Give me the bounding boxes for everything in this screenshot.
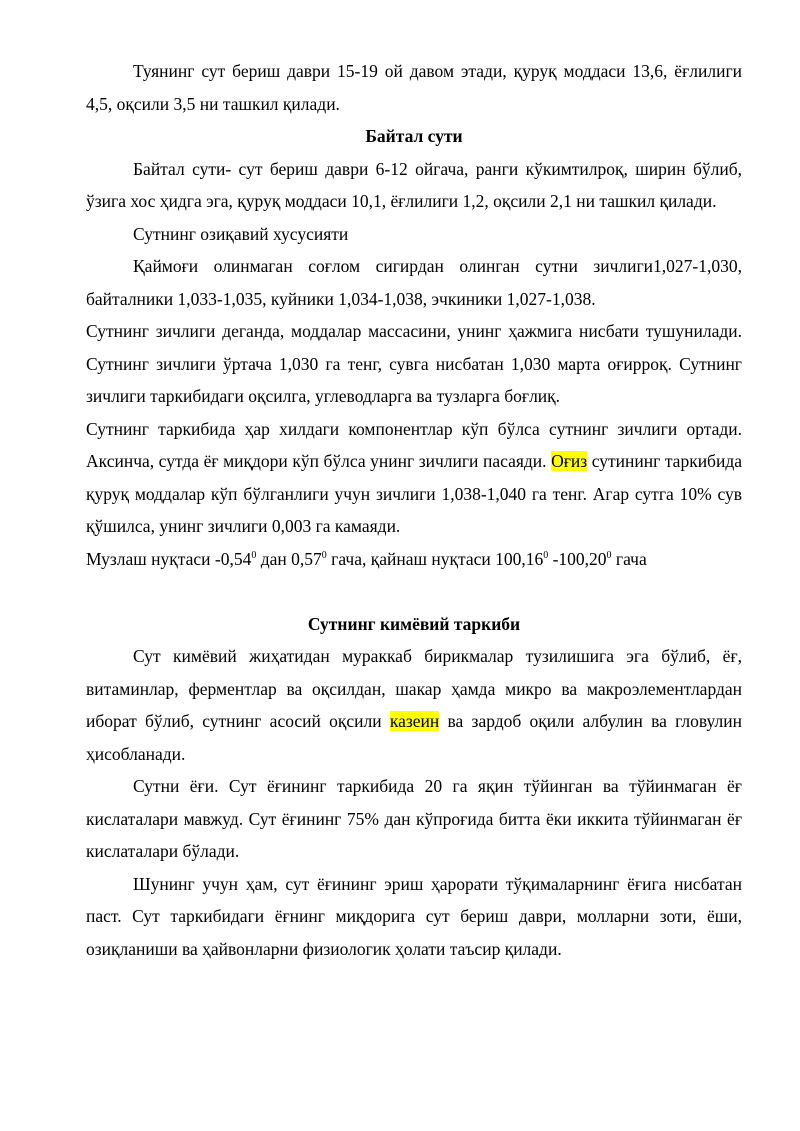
paragraph-chemical-composition [86, 640, 742, 770]
degree-superscript-1: 0 [251, 549, 257, 561]
paragraph-density-definition: Сутнинг зичлиги деганда, моддалар массасини, унинг ҳажмига нисбати тушунилади. Сутнинг зичлиги ўртача 1,030 га тенг, сувга нисбатан 1,030 марта оғирроқ. Сутнинг зичлиги таркибидаги оқсилга, углеводларга ва тузларга боғлиқ. [86, 321, 742, 406]
degree-superscript-2: 0 [321, 549, 327, 561]
paragraph-mare-milk: Байтал сути- сут бериш даври 6-12 ойгача, ранги кўкимтилроқ, ширин бўлиб, ўзига хос ҳидга эга, қуруқ моддаси 10,1, ёғлилиги 1,2, оқсили 2,1 ни ташкил қилади. [86, 158, 742, 211]
freezing-text-1: Музлаш нуқтаси -0,54 [86, 548, 252, 569]
paragraph-density-components-part1: Сутнинг таркибида ҳар хилдаги компонентлар кўп бўлса сутнинг зичлиги ортади. Аксинча, сутда ёғ миқдори кўп бўлса унинг зичлиги пасаяди. [86, 418, 742, 471]
highlighted-word-colostrum: Оғиз [551, 451, 588, 471]
freezing-text-2: дан 0,57 [256, 548, 322, 569]
boiling-text-3: гача [611, 548, 647, 569]
heading-chemical-composition: Сутнинг кимёвий таркиби [307, 613, 521, 634]
paragraph-camel-milk: Туянинг сут бериш даври 15-19 ой давом этади, қуруқ моддаси 13,6, ёғлилиги 4,5, оқсили 3,5 ни ташкил қилади. [86, 61, 742, 114]
boiling-text-1: гача, қайнаш нуқтаси 100,16 [326, 548, 544, 569]
paragraph-milk-fat: Сутни ёғи. Сут ёғининг таркибида 20 га яқин тўйинган ва тўйинмаган ёғ кислаталари мавжуд. Сут ёғининг 75% дан кўпроғида битта ёки иккита тўйинмаган ёғ кислаталари бўлади. [86, 776, 742, 861]
paragraph-density-values: Қаймоғи олинмаган соғлом сигирдан олинган сутни зичлиги1,027-1,030, байталники 1,033-1,035, куйники 1,034-1,038, эчкиники 1,027-1,038. [86, 256, 742, 309]
paragraph-density-components [86, 413, 742, 543]
degree-superscript-4: 0 [606, 549, 612, 561]
paragraph-chemical-part1: Сут кимёвий жиҳатидан мураккаб бирикмалар тузилишига эга бўлиб, ёғ, витаминлар, ферментлар ва оқсилдан, шакар ҳамда микро ва макроэлементлардан иборат бўлиб, сутнинг асосий оқсили [86, 646, 742, 731]
boiling-text-2: -100,20 [548, 548, 607, 569]
paragraph-density-components-part2: сутининг таркибида қуруқ моддалар кўп бўлганлиги учун зичлиги 1,038-1,040 га тенг. Агар сутга 10% сув қўшилса, унинг зичлиги 0,003 га камаяди. [86, 451, 743, 536]
heading-mare-milk: Байтал сути [365, 126, 463, 146]
paragraph-chemical-part2: ва зардоб оқили албулин ва гловулин ҳисобланади. [86, 711, 742, 764]
paragraph-fat-melting: Шунинг учун ҳам, сут ёғининг эриш ҳарорати тўқималарнинг ёғига нисбатан паст. Сут таркибидаги ёғнинг миқдорига сут бериш даври, молларни зоти, ёши, озиқланиши ва ҳайвонларни физиологик ҳолати таъсир қилади. [86, 873, 742, 959]
paragraph-nutritional-title: Сутнинг озиқавий хусусияти [133, 223, 349, 244]
highlighted-word-casein: казеин [389, 711, 440, 731]
blank-line [86, 575, 742, 608]
degree-superscript-3: 0 [543, 549, 549, 561]
paragraph-freezing-boiling-points [86, 543, 742, 576]
